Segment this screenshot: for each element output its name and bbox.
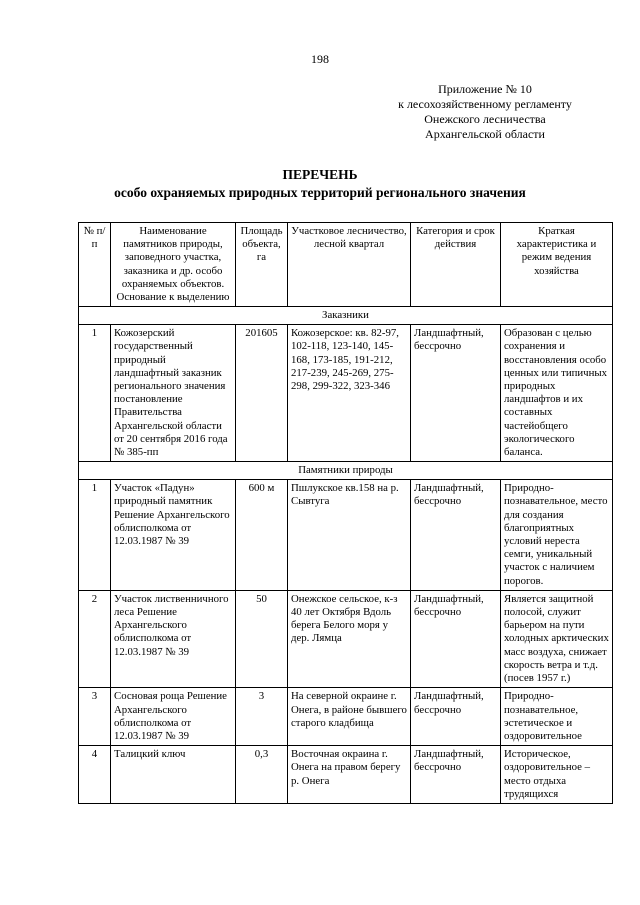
- cell-description: Природно-познавательное, эстетическое и оздоровительное: [501, 688, 613, 746]
- header-area: Площадь объекта, га: [236, 223, 288, 307]
- cell-category: Ландшафтный, бессрочно: [411, 746, 501, 804]
- table-header-row: [79, 223, 613, 307]
- cell-category: Ландшафтный, бессрочно: [411, 688, 501, 746]
- table-row: [79, 480, 613, 591]
- table-row: [79, 688, 613, 746]
- section-title: Заказники: [79, 307, 613, 325]
- protected-areas-table: [78, 222, 613, 804]
- cell-location: Кожозерское: кв. 82-97, 102-118, 123-140, 145-168, 173-185, 191-212, 217-239, 245-269, 275-298, 299-322, 323-346: [288, 325, 411, 462]
- section-title: Памятники природы: [79, 462, 613, 480]
- header-description: Краткая характеристика и режим ведения хозяйства: [501, 223, 613, 307]
- cell-area: 50: [236, 590, 288, 687]
- cell-area: 0,3: [236, 746, 288, 804]
- section-row-reserves: [79, 307, 613, 325]
- appendix-line: Приложение № 10: [438, 82, 532, 96]
- cell-description: Природно-познавательное, место для создания благоприятных условий нереста семги, уникальный участок с наличием порогов.: [501, 480, 613, 591]
- cell-location: На северной окраине г. Онега, в районе бывшего старого кладбища: [288, 688, 411, 746]
- cell-category: Ландшафтный, бессрочно: [411, 325, 501, 462]
- cell-description: Образован с целью сохранения и восстановления особо ценных или типичных природных ландшафтов и их составных частейобщего экологического баланса.: [501, 325, 613, 462]
- header-category: Категория и срок действия: [411, 223, 501, 307]
- table-row: [79, 746, 613, 804]
- cell-description: Является защитной полосой, служит барьером на пути холодных арктических масс воздуха, снижает скорость ветра и т.д. (посев 1957 г.): [501, 590, 613, 687]
- cell-num: 2: [79, 590, 111, 687]
- section-row-monuments: [79, 462, 613, 480]
- cell-description: Историческое, оздоровительное – место отдыха трудящихся: [501, 746, 613, 804]
- cell-num: 1: [79, 480, 111, 591]
- cell-location: Пшлукское кв.158 на р. Сывтуга: [288, 480, 411, 591]
- appendix-line: Онежского лесничества: [424, 112, 546, 126]
- title-line-1: ПЕРЕЧЕНЬ: [282, 167, 358, 182]
- cell-name: Сосновая роща Решение Архангельского облисполкома от 12.03.1987 № 39: [111, 688, 236, 746]
- appendix-line: к лесохозяйственному регламенту: [398, 97, 572, 111]
- header-num: № п/п: [79, 223, 111, 307]
- cell-name: Участок «Падун» природный памятник Решение Архангельского облисполкома от 12.03.1987 № 39: [111, 480, 236, 591]
- header-location: Участковое лесничество, лесной квартал: [288, 223, 411, 307]
- cell-name: Кожозерский государственный природный ландшафтный заказник регионального значения постановление Правительства Архангельской области от 20 сентября 2016 года № 385-пп: [111, 325, 236, 462]
- cell-num: 3: [79, 688, 111, 746]
- appendix-note: [360, 82, 610, 142]
- page-number: 198: [311, 52, 329, 66]
- cell-area: 3: [236, 688, 288, 746]
- cell-area: 201605: [236, 325, 288, 462]
- cell-location: Онежское сельское, к-з 40 лет Октября Вдоль берега Белого моря у дер. Лямца: [288, 590, 411, 687]
- title-line-2: особо охраняемых природных территорий регионального значения: [114, 185, 526, 200]
- cell-num: 4: [79, 746, 111, 804]
- cell-area: 600 м: [236, 480, 288, 591]
- cell-location: Восточная окраина г. Онега на правом берегу р. Онега: [288, 746, 411, 804]
- cell-name: Талицкий ключ: [111, 746, 236, 804]
- table-row: [79, 325, 613, 462]
- cell-name: Участок лиственничного леса Решение Архангельского облисполкома от 12.03.1987 № 39: [111, 590, 236, 687]
- cell-num: 1: [79, 325, 111, 462]
- cell-category: Ландшафтный, бессрочно: [411, 590, 501, 687]
- cell-category: Ландшафтный, бессрочно: [411, 480, 501, 591]
- header-name: Наименование памятников природы, заповедного участка, заказника и др. особо охраняемых объектов. Основание к выделению: [111, 223, 236, 307]
- appendix-line: Архангельской области: [425, 127, 545, 141]
- document-title: [0, 166, 640, 202]
- table-row: [79, 590, 613, 687]
